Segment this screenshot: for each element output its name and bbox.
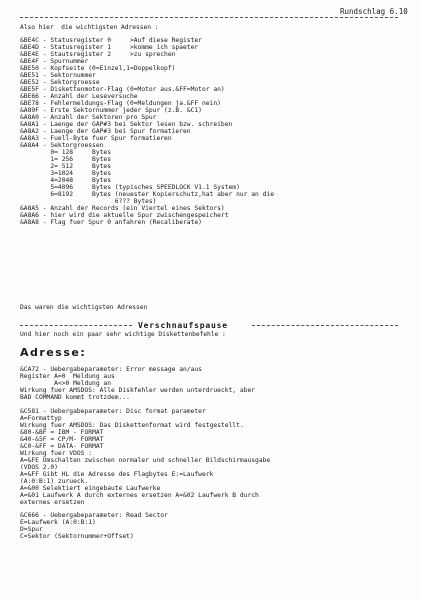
register-line: 4=2048 Bytes bbox=[20, 177, 111, 184]
register-list bbox=[20, 37, 274, 226]
register-line: &A8A2 - Laenge der GAP#3 bei Spur formatieren bbox=[20, 128, 191, 135]
register-line: &BE5F - Diskettenmotor-Flag (0=Motor aus.&FF=Motor an) bbox=[20, 86, 225, 93]
register-line: &BE50 - Kopfseite (0=Einzel,1=Doppelkopf) bbox=[20, 65, 176, 72]
command-line: C=Sektor (Sektornummer+Offset) bbox=[20, 533, 134, 540]
transition-text: Und hier noch ein paar sehr wichtige Diskettenbefehle : bbox=[20, 331, 226, 338]
register-line: &BE66 - Anzahl der Leseversuche bbox=[20, 93, 138, 100]
command-line: Wirkung fuer VDOS : bbox=[20, 450, 93, 457]
register-line: &A8A6 - hier wird die aktuelle Spur zwischengespeichert bbox=[20, 212, 229, 219]
register-line: 6??? Bytes) bbox=[20, 198, 157, 205]
command-line: &C581 - Uebergabeparameter: Disc format parameter bbox=[20, 408, 206, 415]
command-line: Wirkung fuer AMSDOS: Alle Diskfehler werden unterdrueckt, aber bbox=[20, 387, 256, 394]
command-line: D=Spur bbox=[20, 526, 43, 533]
register-line: &A89F - Erste Sektornummer jeder Spur (z.B. &C1) bbox=[20, 107, 202, 114]
outro-text: Das waren die wichtigsten Adressen bbox=[20, 304, 148, 311]
command-line: Register A=0 Meldung aus bbox=[20, 373, 115, 380]
command-block-ca72 bbox=[20, 366, 255, 401]
command-line: A=&01 Laufwerk A durch externes ersetzen A=&02 Laufwerk B durch bbox=[20, 492, 259, 499]
command-line: A=&FF Gibt HL die Adresse des Flagbytes E:=Laufwerk bbox=[20, 471, 214, 478]
register-line: &BE78 - Fehlermeldungs-Flag (0=Meldungen ja.&FF nein) bbox=[20, 100, 221, 107]
command-line: A<>0 Meldung an bbox=[20, 380, 111, 387]
register-line: 0= 128 Bytes bbox=[20, 149, 111, 156]
register-line: 5=4096 Bytes (typisches SPEEDLOCK V1.1 System) bbox=[20, 184, 240, 191]
register-line: 2= 512 Bytes bbox=[20, 163, 111, 170]
command-line: A=Formattyp bbox=[20, 415, 62, 422]
command-line: &40-&5F = CP/M- FORMAT bbox=[20, 436, 104, 443]
command-line: &C0-&FF = DATA- FORMAT bbox=[20, 443, 104, 450]
command-line: E=Laufwerk (A:0:B:1) bbox=[20, 519, 96, 526]
separator-label: Verschnaufspause bbox=[138, 321, 228, 330]
command-block-c581 bbox=[20, 408, 270, 506]
register-line: &BE4E - Stautsregister 2 >zu sprechen bbox=[20, 51, 176, 58]
register-line: &BE4C - Statusregister 0 >Auf diese Register bbox=[20, 37, 202, 44]
section-title: Adresse: bbox=[20, 346, 87, 359]
command-line: (VDOS 2.0) bbox=[20, 464, 58, 471]
command-line: A=&FE Umschalten zwischen normaler und schneller Bildschirmausgabe bbox=[20, 457, 271, 464]
command-line: &CA72 - Uebergabeparameter: Error message an/aus bbox=[20, 366, 202, 373]
command-line: (A:0:B:1) zurueck. bbox=[20, 478, 89, 485]
intro-text: Also hier die wichtigsten Adressen : bbox=[20, 24, 159, 31]
header-divider bbox=[20, 17, 398, 18]
command-line: Wirkung fuer AMSDOS: Das Diskettenformat wird festgestellt. bbox=[20, 422, 244, 429]
register-line: &A8A5 - Anzahl der Records (ein Viertel eines Sektors) bbox=[20, 205, 225, 212]
command-block-c666 bbox=[20, 512, 168, 540]
command-line: &C666 - Uebergabeparameter: Read Sector bbox=[20, 512, 168, 519]
command-line: BAD COMMAND kommt trotzdem... bbox=[20, 394, 130, 401]
section-separator bbox=[20, 321, 398, 331]
register-line: &BE52 - Sektorgroesse bbox=[20, 79, 100, 86]
register-line: 1= 256 Bytes bbox=[20, 156, 111, 163]
register-line: 3=1024 Bytes bbox=[20, 170, 111, 177]
register-line: &BE4F - Spurnummer bbox=[20, 58, 89, 65]
register-line: &A8A4 - Sektorgroessen bbox=[20, 142, 104, 149]
register-line: &BE51 - Sektornummer bbox=[20, 72, 96, 79]
register-line: &BE4D - Statusregister 1 >komme ich spaeter bbox=[20, 44, 199, 51]
command-line: &80-&BF = IBM - FORMAT bbox=[20, 429, 104, 436]
command-line: externes ersetzen bbox=[20, 499, 85, 506]
register-line: &A8A8 - Flag fuer Spur 0 anfahren (Recaliberate) bbox=[20, 219, 202, 226]
command-line: A=&00 Selektiert eingebaute Laufwerke bbox=[20, 485, 161, 492]
register-line: &A8A1 - Laenge der GAP#3 bei Sektor lesen bzw. schreiben bbox=[20, 121, 233, 128]
page-header: Rundschlag 6.10 bbox=[340, 7, 408, 16]
register-line: &A8A3 - Fuell-Byte fuer Spur formatieren bbox=[20, 135, 172, 142]
register-line: 6=8192 Bytes (neuester Kopierschutz,hat aber nur an die bbox=[20, 191, 275, 198]
register-line: &A8A0 - Anzahl der Sektoren pro Spur bbox=[20, 114, 157, 121]
